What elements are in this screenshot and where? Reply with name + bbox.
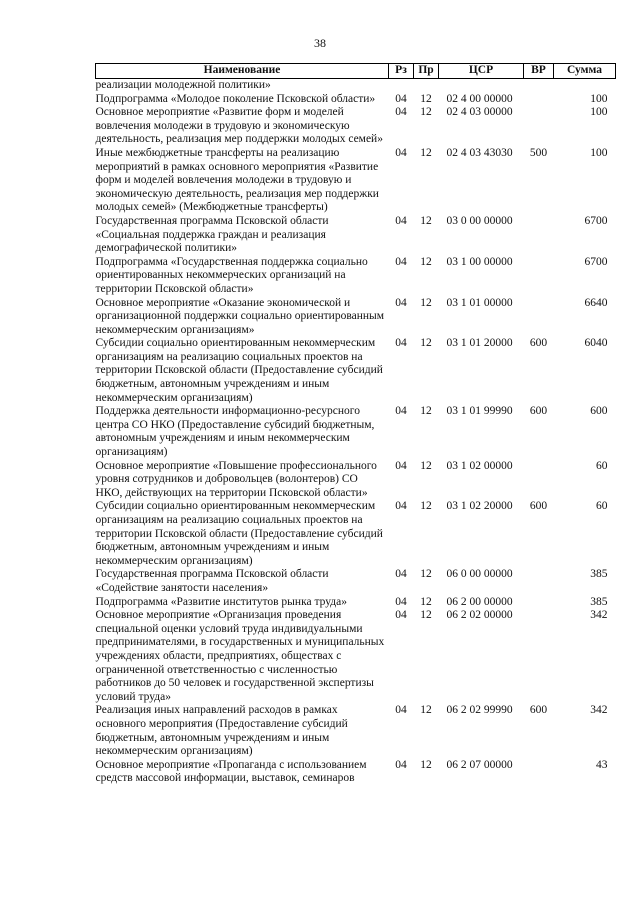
row-sum: 100 (590, 92, 608, 105)
row-pr: 12 (420, 595, 432, 608)
row-name: Государственная программа Псковской области «Содействие занятости населения» (95, 568, 329, 594)
row-rz: 04 (395, 595, 407, 608)
row-rz: 04 (395, 214, 407, 227)
row-vr: 600 (529, 500, 548, 513)
row-sum: 385 (590, 595, 608, 608)
row-vr (524, 256, 554, 297)
table-row (96, 759, 616, 786)
table-row (96, 568, 616, 595)
row-rz: 04 (395, 255, 407, 268)
row-csr: 02 4 03 43030 (446, 146, 513, 159)
row-rz: 04 (395, 146, 407, 159)
header-vr: ВР (524, 64, 554, 79)
row-sum: 100 (590, 146, 608, 159)
table-row (96, 609, 616, 704)
row-csr: 06 0 00 00000 (446, 568, 513, 581)
table-row (96, 297, 616, 338)
table-row (96, 500, 616, 568)
header-csr: ЦСР (439, 64, 524, 79)
row-csr: 03 1 01 20000 (446, 337, 513, 350)
row-csr: 03 1 02 20000 (446, 500, 513, 513)
row-name: Субсидии социально ориентированным некоммерческим организациям на реализацию социальных проектов на территории Псковской области (Предоставление субсидий бюджетным, автономным учреждениям и иным некоммерческим организациям) (95, 337, 383, 404)
row-rz: 04 (395, 459, 407, 472)
row-rz: 04 (395, 106, 407, 119)
row-sum: 6700 (584, 214, 608, 227)
row-sum (554, 79, 616, 93)
row-rz: 04 (395, 337, 407, 350)
row-rz: 04 (395, 405, 407, 418)
table-row (96, 337, 616, 405)
row-csr: 06 2 02 99990 (446, 704, 513, 717)
row-sum: 60 (596, 500, 608, 513)
row-sum: 6040 (584, 337, 608, 350)
row-sum: 6640 (584, 296, 608, 309)
row-name: Государственная программа Псковской области «Социальная поддержка граждан и реализация демографической политики» (95, 214, 329, 255)
row-sum: 43 (596, 758, 608, 771)
page-number: 38 (314, 36, 326, 50)
row-pr: 12 (420, 500, 432, 513)
row-pr: 12 (420, 405, 432, 418)
budget-table-container (95, 63, 615, 786)
row-sum: 6700 (584, 255, 608, 268)
row-name: Субсидии социально ориентированным некоммерческим организациям на реализацию социальных проектов на территории Псковской области (Предоставление субсидий бюджетным, автономным учреждениям и иным некоммерческим организациям) (95, 500, 383, 567)
table-row (96, 93, 616, 107)
row-rz: 04 (395, 704, 407, 717)
row-name: Подпрограмма «Молодое поколение Псковской области» (95, 92, 376, 105)
row-csr: 06 2 00 00000 (446, 595, 513, 608)
table-row (96, 460, 616, 501)
row-name: Поддержка деятельности информационно-ресурсного центра СО НКО (Предоставление субсидий бюджетным, автономным учреждениям и иным некоммерческим организациям) (95, 405, 375, 459)
row-name: Иные межбюджетные трансферты на реализацию мероприятий в рамках основного мероприятия «Развитие форм и моделей вовлечения молодежи в трудовую и экономическую деятельность, реализация мер поддержки молодых семей» (Межбюджетные трансферты) (95, 146, 379, 214)
row-pr: 12 (420, 568, 432, 581)
header-name: Наименование (96, 64, 389, 79)
row-name: Основное мероприятие «Организация проведения специальной оценки условий труда индивидуальными предпринимателями, в государственных и муниципальных учреждениях области, предприятиях, обществах с ограниченной ответственностью с численностью работников до 50 человек и государственной экспертизы условий труда» (95, 609, 385, 703)
table-row (96, 79, 616, 93)
row-pr: 12 (420, 459, 432, 472)
table-row (96, 704, 616, 758)
row-rz: 04 (395, 568, 407, 581)
row-csr: 02 4 00 00000 (446, 92, 513, 105)
row-vr: 500 (529, 146, 548, 159)
row-csr: 03 1 01 00000 (446, 296, 513, 309)
row-rz: 04 (395, 92, 407, 105)
row-pr: 12 (420, 92, 432, 105)
row-sum: 600 (590, 405, 608, 418)
header-sum: Сумма (554, 64, 616, 79)
row-rz: 04 (395, 500, 407, 513)
row-vr: 600 (529, 337, 548, 350)
row-vr (524, 93, 554, 107)
row-csr (439, 79, 524, 93)
row-rz (389, 79, 414, 93)
row-sum: 100 (590, 106, 608, 119)
row-rz: 04 (395, 609, 407, 622)
row-sum: 342 (590, 609, 608, 622)
row-vr (524, 106, 554, 147)
row-vr (524, 215, 554, 256)
row-vr (524, 297, 554, 338)
row-name: Подпрограмма «Государственная поддержка социально ориентированных некоммерческих организаций на территории Псковской области» (95, 255, 368, 295)
row-csr: 06 2 07 00000 (446, 758, 513, 771)
row-csr: 03 0 00 00000 (446, 214, 513, 227)
row-pr: 12 (420, 758, 432, 771)
row-name: реализации молодежной политики» (95, 79, 271, 91)
row-sum: 342 (590, 704, 608, 717)
row-sum: 385 (590, 568, 608, 581)
table-row (96, 106, 616, 147)
table-row (96, 215, 616, 256)
row-sum: 60 (596, 459, 608, 472)
header-rz: Рз (389, 64, 414, 79)
row-pr: 12 (420, 146, 432, 159)
row-vr (524, 609, 554, 704)
row-vr (524, 460, 554, 501)
table-row (96, 596, 616, 610)
row-name: Реализация иных направлений расходов в рамках основного мероприятия (Предоставление субсидий бюджетным, автономным учреждениям и иным некоммерческим организациям) (95, 704, 348, 758)
row-pr: 12 (420, 296, 432, 309)
row-vr (524, 596, 554, 610)
row-pr: 12 (420, 214, 432, 227)
table-row (96, 405, 616, 459)
table-body (96, 79, 616, 786)
row-pr: 12 (420, 704, 432, 717)
budget-table (95, 63, 616, 786)
row-name: Основное мероприятие «Развитие форм и моделей вовлечения молодежи в трудовую и экономическую деятельность, реализация мер поддержки молодых семей» (95, 106, 383, 146)
header-pr: Пр (414, 64, 439, 79)
row-pr: 12 (420, 106, 432, 119)
row-rz: 04 (395, 296, 407, 309)
row-vr (524, 759, 554, 786)
row-vr: 600 (529, 405, 548, 418)
table-header (96, 64, 616, 79)
row-vr: 600 (529, 704, 548, 717)
row-vr (524, 568, 554, 595)
row-name: Основное мероприятие «Повышение профессионального уровня сотрудников и добровольцев (волонтеров) СО НКО, действующих на территории Псковской области» (95, 459, 377, 499)
table-row (96, 256, 616, 297)
row-rz: 04 (395, 758, 407, 771)
row-pr: 12 (420, 337, 432, 350)
row-csr: 03 1 02 00000 (446, 459, 513, 472)
row-name: Подпрограмма «Развитие институтов рынка труда» (95, 595, 347, 608)
row-csr: 06 2 02 00000 (446, 609, 513, 622)
row-name: Основное мероприятие «Оказание экономической и организационной поддержки социально ориентированным некоммерческим организациям» (95, 296, 385, 336)
row-csr: 03 1 01 99990 (446, 405, 513, 418)
row-csr: 02 4 03 00000 (446, 106, 513, 119)
row-name: Основное мероприятие «Пропаганда с использованием средств массовой информации, выставок, семинаров (95, 758, 367, 785)
row-pr (414, 79, 439, 93)
table-row (96, 147, 616, 215)
row-pr: 12 (420, 255, 432, 268)
row-pr: 12 (420, 609, 432, 622)
row-vr (524, 79, 554, 93)
row-csr: 03 1 00 00000 (446, 255, 513, 268)
